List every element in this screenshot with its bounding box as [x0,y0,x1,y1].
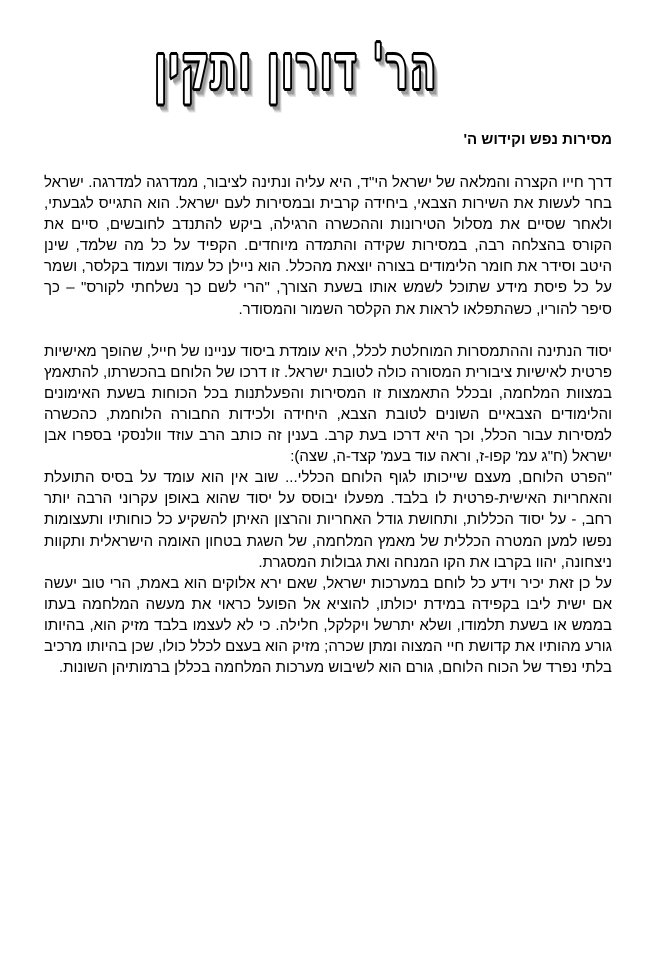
quote-paragraph: "הפרט הלוחם, מעצם שייכותו לגוף הלוחם הכללי... שוב אין הוא עומד על בסיס התועלת והאחריות האישית-פרטית לו בלבד. מפעלו יבוסס על יסוד שהוא באופן עקרוני הרבה יותר רחב, - על יסוד הכללות, ותחושת גודל האחריות והרצון האיתן להשקיע כל כוחותיו ותעצומות נפשו למען המטרה הכללית של מאמץ המלחמה, של השגת בטחון האומה הישראלית ותקוות ניצחונה, יהוו בקרבו את הקו המנחה ואת גבולות המסגרת. [44,469,612,571]
paragraph: יסוד הנתינה וההתמסרות המוחלטת לכלל, היא עומדת ביסוד עניינו של חייל, שהופך מאישיות פרטית לאישיות ציבורית המסורה כולה לטובת ישראל. זו דרכו של הלוחם בהכשרתו, להתאמץ במצוות המלחמה, ובכלל התאמצות זו המסירות והפעלתנות בכל הכוחות בשעת האימונים והלימודים הצבאיים השונים לטובת הצבא, היחידה ולכידות החבורה הלוחמת, כהכשרה למסירות עבור הכלל, וכך היא דרכו בעת קרב. בענין זה כותב הרב עוזד וולנסקי בספרו אבן ישראל (ח"ג עמ' קפו-ז, וראה עוד בעמ' קצד-ה, שצה): [44,342,612,466]
section-subtitle: מסירות נפש וקידוש ה' [463,131,612,148]
page-title: הר' דורון ותקין [153,31,438,105]
paragraph: על כן זאת יכיר וידע כל לוחם במערכות ישראל, שאם ירא אלוקים הוא באמת, הרי טוב יעשה אם ישית ליבו בקפידה במידת יכולתו, להוציא אל הפועל כראוי את מעשה המלחמה בעתו בממש או בשעת תלמודו, ושלא יתרשל ויקלקל, חלילה. כי לא לעצמו בלבד מזיק הוא, בהיותו גורע מהותיו את קדושת חיי המצוה ומתן שכרה; מזיק הוא בעצם לכלל כולו, שכן בהיותו מרכיב בלתי נפרד של הכוח הלוחם, גורם הוא לשיבוש מערכות המלחמה בכללן ברמותיהן השונות. [44,574,612,677]
paragraph-gap [44,320,612,341]
paragraph: דרך חייו הקצרה והמלאה של ישראל הי"ד, היא עליה ונתינה לציבור, ממדרגה למדרגה. ישראל בחר לעשות את השירות הצבאי, ביחידה קרבית ובמסירות לעם ישראל. הוא התגייס לגבעתי, ולאחר שסיים את מסלול הטירונות וההכשרה הרגילה, ביקש להתנדב לחובשים, סיים את הקורס בהצלחה רבה, במסירות שקידה והתמדה מיוחדים. הקפיד על כל מה שלמד, שינן היטב וסידר את חומר הלימודים בצורה יוצאת מהכלל. הוא ניילן כל עמוד ועמוד בקלסר, ושמר על כל פיסת מידע שתוכל לשמש אותו בשעת הצורך, "הרי לשם כך נשלחתי לקורס" – כך סיפר להוריו, כשהתפלאו לראות את הקלסר השמור והמסודר. [44,174,612,318]
article-body [44,172,612,678]
